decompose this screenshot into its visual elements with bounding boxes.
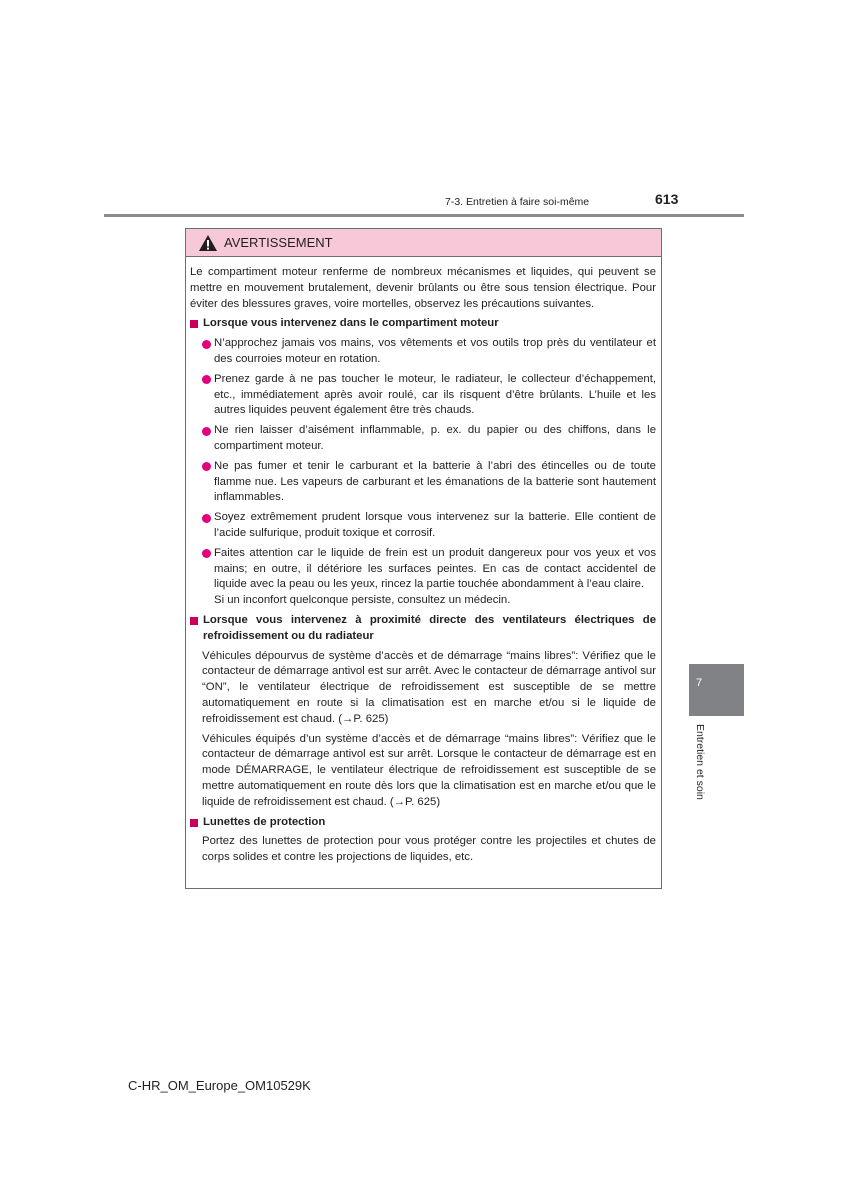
chapter-label: Entretien et soin	[694, 724, 706, 800]
warning-triangle-icon	[198, 234, 218, 252]
paragraph: Portez des lunettes de protection pour vous protéger contre les projectiles et chutes de corps solides et contre les projections de liquides, etc.	[202, 835, 656, 864]
square-icon	[190, 819, 198, 827]
header-divider	[104, 214, 744, 217]
warning-title: AVERTISSEMENT	[224, 235, 333, 250]
list-item	[202, 459, 656, 506]
dot-icon	[202, 514, 211, 523]
section-heading-text: Lunettes de protection	[203, 815, 326, 828]
list-item	[202, 372, 656, 419]
list-item-text-main: Faites attention car le liquide de frein est un produit dangereux pour vos yeux et vos mains; en outre, il détériore les surfaces peintes. En cas de contact accidentel de liquide avec la peau ou les yeux, rincez la partie touchée abondamment à l’eau claire.	[214, 546, 656, 591]
square-icon	[190, 617, 198, 625]
chapter-tab	[689, 664, 744, 716]
dot-icon	[202, 427, 211, 436]
warning-intro: Le compartiment moteur renferme de nombreux mécanismes et liquides, qui peuvent se mettre en mouvement brutalement, devenir brûlants ou être sous tension électrique. Pour éviter des blessures graves, voire mortelles, observez les précautions suivantes.	[190, 266, 656, 310]
dot-icon	[202, 462, 211, 471]
list-item-followup: Si un inconfort quelconque persiste, consultez un médecin.	[214, 594, 511, 607]
square-icon	[190, 320, 198, 328]
dot-icon	[202, 375, 211, 384]
document-code: C-HR_OM_Europe_OM10529K	[128, 1078, 311, 1093]
dot-icon	[202, 549, 211, 558]
chapter-number: 7	[696, 677, 703, 689]
section-engine-compartment	[190, 316, 656, 609]
section-heading	[190, 613, 656, 645]
list-item-text: Soyez extrêmement prudent lorsque vous intervenez sur la batterie. Elle contient de l’acide sulfurique, produit toxique et corrosif.	[214, 511, 656, 539]
bullet-list	[202, 336, 656, 609]
list-item	[202, 423, 656, 455]
warning-header	[186, 229, 661, 257]
section-safety-glasses	[190, 815, 656, 866]
list-item	[202, 546, 656, 609]
warning-box	[185, 228, 662, 889]
paragraph: Véhicules équipés d’un système d’accès et de démarrage “mains libres”: Vérifiez que le contacteur de démarrage antivol est sur arrêt. Lorsque le contacteur de démarrage est en mode DÉMARRAGE, le ventilateur électrique de refroidissement est susceptible de se mettre automatiquement en route dès lors que la climatisation est en marche et/ou que le liquide de refroidissement est chaud. (→P. 625)	[202, 732, 656, 808]
list-item-text: Prenez garde à ne pas toucher le moteur, le radiateur, le collecteur d’échappement, etc., immédiatement après avoir roulé, car ils risquent d’être brûlants. L’huile et les autres liquides peuvent également être très chauds.	[214, 372, 656, 417]
list-item-text: Ne rien laisser d’aisément inflammable, p. ex. du papier ou des chiffons, dans le compartiment moteur.	[214, 424, 656, 452]
section-cooling-fans	[190, 613, 656, 811]
page-number: 613	[655, 191, 679, 207]
warning-body	[186, 257, 661, 866]
list-item-text: Ne pas fumer et tenir le carburant et la batterie à l’abri des étincelles ou de toute flamme nue. Les vapeurs de carburant et les émanations de la batterie sont hautement inflammables.	[214, 459, 656, 504]
list-item	[202, 336, 656, 368]
section-title: 7-3. Entretien à faire soi-même	[445, 196, 590, 208]
section-heading	[190, 316, 656, 332]
section-heading-text: Lorsque vous intervenez à proximité directe des ventilateurs électriques de refroidissement ou du radiateur	[203, 613, 656, 642]
list-item	[202, 510, 656, 542]
dot-icon	[202, 340, 211, 349]
paragraph: Véhicules dépourvus de système d’accès et de démarrage “mains libres”: Vérifiez que le contacteur de démarrage antivol est sur arrêt. Avec le contacteur de démarrage antivol sur “ON”, le ventilateur électrique de refroidissement est susceptible de se mettre automatiquement en route si la climatisation est en marche et/ou si le liquide de refroidissement est chaud. (→P. 625)	[202, 649, 656, 725]
section-heading	[190, 815, 656, 831]
list-item-text	[214, 546, 656, 609]
section-heading-text: Lorsque vous intervenez dans le compartiment moteur	[203, 317, 499, 330]
list-item-text: N’approchez jamais vos mains, vos vêtements et vos outils trop près du ventilateur et des courroies moteur en rotation.	[214, 337, 656, 365]
